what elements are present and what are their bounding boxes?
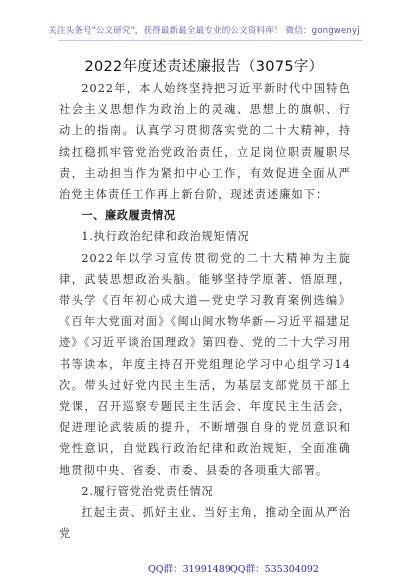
- responsibility-paragraph: 扛起主责、抓好主业、当好主角，推动全面从严治党: [59, 506, 351, 541]
- footer-qq-group-2: QQ群：535304092: [230, 564, 319, 575]
- document-body: [59, 78, 351, 544]
- footer: [0, 561, 408, 577]
- header-divider: [58, 40, 363, 41]
- header-promo-note: 关注头条号"公文研究"，获得最新最全最专业的公文资料库！ 微信：gongwenyj: [48, 26, 360, 36]
- subsection-heading-discipline: 1.执行政治纪律和政治规矩情况: [81, 230, 250, 244]
- subsection-heading-responsibility: 2.履行管党治党责任情况: [81, 484, 214, 498]
- footer-qq-group-1: QQ群：31991489: [148, 564, 231, 575]
- intro-paragraph: 2022年，本人始终坚持把习近平新时代中国特色社会主义思想作为政治上的灵魂、思想上的旗帜、行动上的指南。认真学习贯彻落实党的二十大精神，持续扛稳抓牢管党治党政治责任，立足岗位职责履职尽责，主动担当作为紧扣中心工作，有效促进全面从严治党主体责任工作再上新台阶，现述责述廉如下：: [59, 82, 351, 202]
- document-title: 2022年度述责述廉报告（3075字）: [84, 59, 324, 75]
- discipline-paragraph: 2022年以学习宣传贯彻党的二十大精神为主旋律，武装思想政治头脑。能够坚持学原著、悟原理，带头学《百年初心成大道—党史学习教育案例选编》《百年大党面对面》《闽山闽水物华新—习近平福建足迹》《习近平谈治国理政》第四卷、党的二十大学习用书等读本，年度主持召开党组理论学习中心组学习14次。带头过好党内民主生活，为基层支部党员干部上党课，召开巡察专题民主生活会、年度民主生活会，促进理论武装质的提升，不断增强自身的党员意识和党性意识，自觉践行政治纪律和政治规矩，全面准确地贯彻中央、省委、市委、县委的各项重大部署。: [59, 251, 351, 477]
- section-heading-integrity: 一、廉政履责情况: [81, 209, 176, 223]
